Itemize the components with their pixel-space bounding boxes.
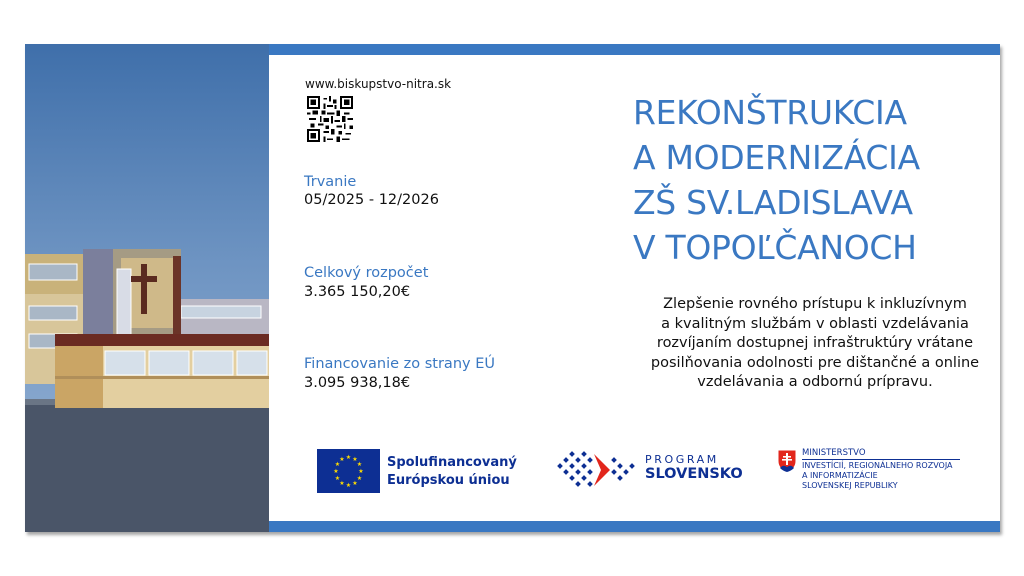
project-billboard xyxy=(25,44,1000,532)
svg-text:★: ★ xyxy=(352,456,358,463)
eu-cofunded-text xyxy=(387,454,517,490)
title-line: ZŠ SV.LADISLAVA xyxy=(633,183,913,222)
eu-text-line: Spolufinancovaný xyxy=(387,455,517,470)
budget-value: 3.365 150,20€ xyxy=(304,284,411,300)
svg-text:★: ★ xyxy=(352,480,358,487)
qr-code-icon xyxy=(307,96,353,142)
eu-funding-value: 3.095 938,18€ xyxy=(304,375,411,391)
title-line: V TOPOĽČANOCH xyxy=(633,228,917,267)
school-building-rendering xyxy=(25,44,269,532)
description-line: posilňovania odolnosti pre dištančné a online xyxy=(650,354,980,371)
description-line: rozvíjaním dostupnej infraštruktúry vrátane xyxy=(656,335,974,351)
svg-text:★: ★ xyxy=(339,456,345,463)
svg-text:★: ★ xyxy=(356,461,363,468)
ministry-line: A INFORMATIZÁCIE xyxy=(802,471,878,480)
svg-text:★: ★ xyxy=(334,475,341,482)
duration-label: Trvanie xyxy=(304,174,357,190)
duration-value: 05/2025 - 12/2026 xyxy=(304,192,439,208)
description-line: a kvalitným službám v oblasti vzdelávania xyxy=(661,315,969,332)
bottom-accent-bar xyxy=(269,521,1000,532)
description-line: Zlepšenie rovného prístupu k inkluzívnym xyxy=(663,296,967,312)
description-line: vzdelávania a odbornú prípravu. xyxy=(697,374,933,390)
svg-text:★: ★ xyxy=(358,468,364,475)
eu-flag-icon xyxy=(317,449,380,493)
ministry-line: SLOVENSKEJ REPUBLIKY xyxy=(802,481,898,490)
slovak-crest-icon xyxy=(777,449,797,473)
title-line: A MODERNIZÁCIA xyxy=(633,138,920,177)
svg-text:★: ★ xyxy=(334,461,341,468)
ministry-line: INVESTÍCIÍ, REGIONÁLNEHO ROZVOJA xyxy=(802,461,953,470)
website-url[interactable]: www.biskupstvo-nitra.sk xyxy=(305,77,452,91)
svg-text:★: ★ xyxy=(356,475,363,482)
eu-funding-label: Financovanie zo strany EÚ xyxy=(304,356,495,372)
svg-text:★: ★ xyxy=(345,482,352,489)
svg-text:★: ★ xyxy=(333,468,339,475)
title-line: REKONŠTRUKCIA xyxy=(633,93,907,132)
slovensko-text: SLOVENSKO xyxy=(645,466,743,482)
ministry-line: MINISTERSTVO xyxy=(802,448,866,458)
program-text: PROGRAM xyxy=(645,453,719,466)
budget-label: Celkový rozpočet xyxy=(304,265,429,281)
ministry-divider xyxy=(802,459,960,460)
project-title xyxy=(633,90,983,270)
svg-text:★: ★ xyxy=(339,480,345,487)
program-slovensko-logo xyxy=(554,448,638,494)
eu-text-line: Európskou úniou xyxy=(387,473,510,488)
ministry-text xyxy=(802,448,960,491)
svg-text:★: ★ xyxy=(345,454,352,461)
top-accent-bar xyxy=(269,44,1000,55)
project-description xyxy=(635,295,995,393)
